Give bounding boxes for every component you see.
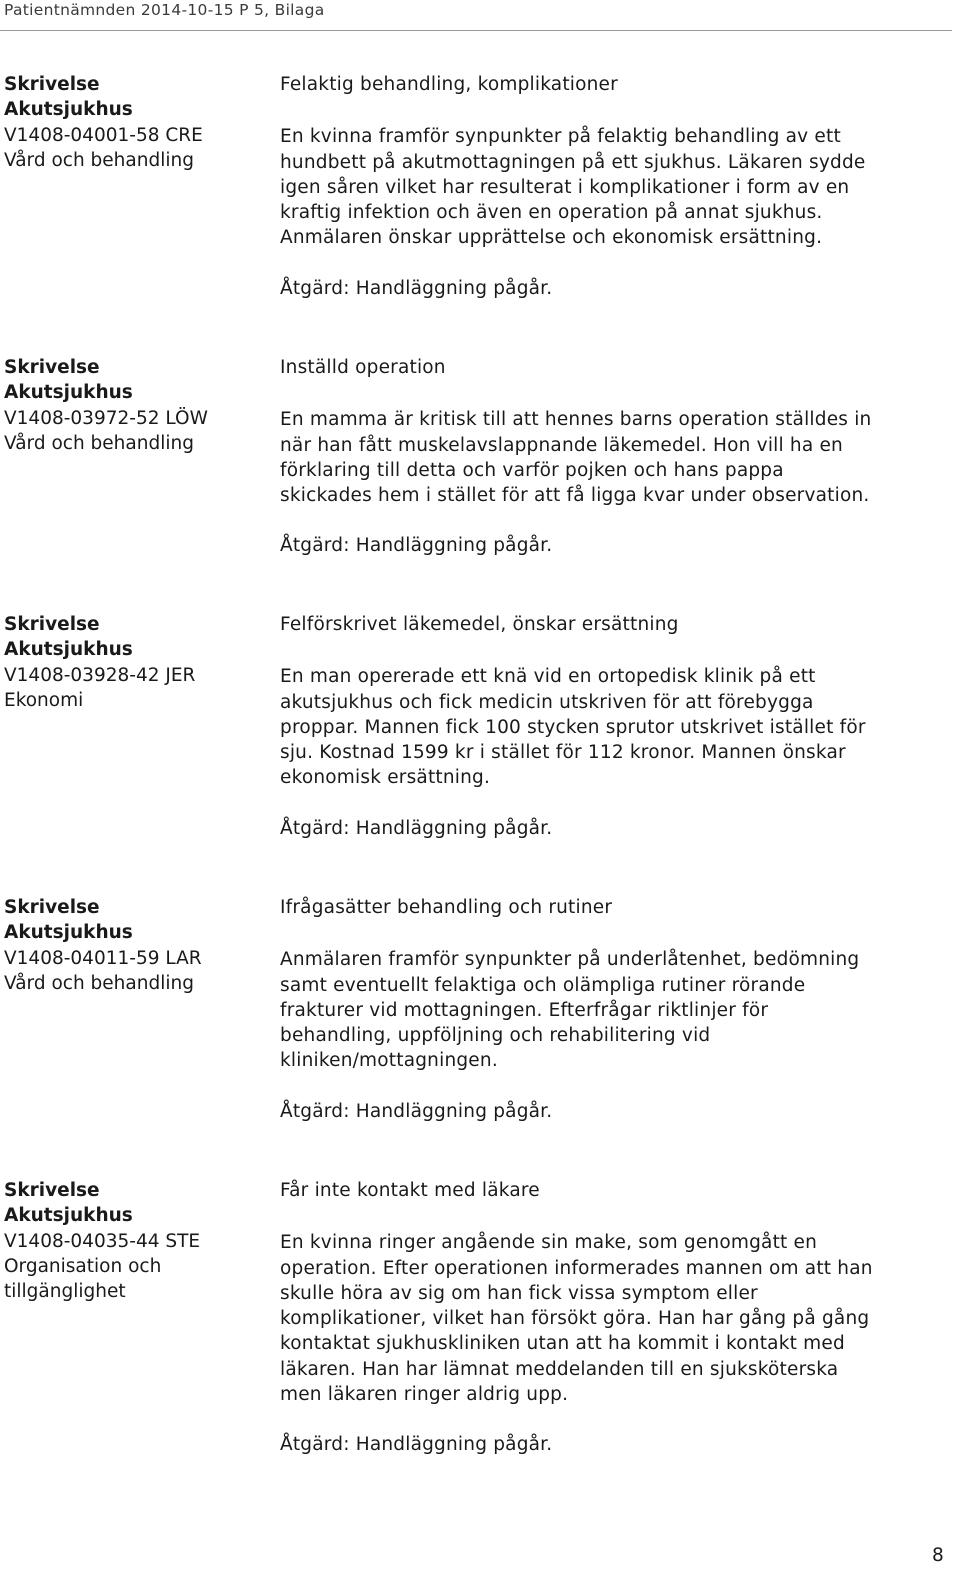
case-unit: Akutsjukhus [4, 1205, 133, 1227]
case-meta [4, 1178, 269, 1304]
case-description [280, 1230, 945, 1407]
case-description-line: kliniken/mottagningen. [280, 1050, 498, 1072]
case-id: V1408-03972-52 LÖW [4, 407, 208, 429]
case-description-line: operation. Efter operationen informerades mannen om att han [280, 1257, 873, 1279]
case-unit: Akutsjukhus [4, 99, 133, 121]
case-category: Organisation och [4, 1255, 162, 1277]
case-description-line: kraftig infektion och även en operation på annat sjukhus. [280, 202, 823, 224]
case-category: Vård och behandling [4, 149, 194, 171]
case-description [280, 124, 945, 250]
case-type: Skrivelse [4, 357, 100, 378]
case-description-line: kontaktat sjukhuskliniken utan att ha kommit i kontakt med [280, 1333, 845, 1355]
case-category: Vård och behandling [4, 432, 194, 454]
case-description-line: Anmälaren önskar upprättelse och ekonomisk ersättning. [280, 227, 823, 249]
case-description-line: sju. Kostnad 1599 kr i stället för 112 kronor. Mannen önskar [280, 742, 846, 764]
case-id: V1408-04035-44 STE [4, 1230, 201, 1252]
case-unit: Akutsjukhus [4, 639, 133, 661]
case-id: V1408-04011-59 LAR [4, 947, 202, 969]
case-content [280, 72, 945, 301]
case-title: Felaktig behandling, komplikationer [280, 74, 618, 95]
case-description-line: komplikationer, vilket han försökt göra. Han har gång på gång [280, 1308, 870, 1330]
page-number: 8 [932, 1545, 944, 1566]
case-title: Får inte kontakt med läkare [280, 1180, 540, 1201]
case-unit: Akutsjukhus [4, 382, 133, 404]
case-description-line: läkaren. Han har lämnat meddelanden till en sjuksköterska [280, 1358, 839, 1380]
case-type: Skrivelse [4, 897, 100, 918]
case-description-line: En man opererade ett knä vid en ortopedisk klinik på ett [280, 666, 816, 688]
case-description [280, 947, 945, 1073]
case-action: Åtgärd: Handläggning pågår. [280, 277, 553, 299]
case-title: Felförskrivet läkemedel, önskar ersättning [280, 614, 679, 635]
case-description-line: samt eventuellt felaktiga och olämpliga rutiner rörande [280, 974, 806, 996]
case-description [280, 664, 945, 790]
case-description-line: Anmälaren framför synpunkter på underlåtenhet, bedömning [280, 949, 860, 971]
case-description-line: skulle höra av sig om han fick vissa symptom eller [280, 1282, 758, 1304]
case-description-line: En kvinna ringer angående sin make, som genomgått en [280, 1232, 818, 1254]
case-description-line: men läkaren ringer aldrig upp. [280, 1384, 569, 1406]
case-action: Åtgärd: Handläggning pågår. [280, 1434, 553, 1456]
case-unit: Akutsjukhus [4, 922, 133, 944]
case-meta [4, 895, 269, 996]
case-description-line: behandling, uppföljning och rehabilitering vid [280, 1025, 711, 1047]
case-meta [4, 612, 269, 713]
case-type: Skrivelse [4, 74, 100, 95]
page-header [0, 0, 952, 31]
case-description-line: hundbett på akutmottagningen på ett sjukhus. Läkaren sydde [280, 151, 866, 173]
case-content [280, 355, 945, 559]
case-description-line: proppar. Mannen fick 100 stycken sprutor utskrivet istället för [280, 716, 866, 738]
case-description-line: skickades hem i stället för att få ligga kvar under observation. [280, 485, 870, 507]
case-title: Ifrågasätter behandling och rutiner [280, 897, 613, 918]
case-meta [4, 355, 269, 456]
case-description-line: ekonomisk ersättning. [280, 767, 491, 789]
case-content [280, 1178, 945, 1458]
case-category: Vård och behandling [4, 972, 194, 994]
case-meta [4, 72, 269, 173]
case-description-line: igen såren vilket har resulterat i komplikationer i form av en [280, 176, 850, 198]
case-type: Skrivelse [4, 1180, 100, 1201]
case-id: V1408-03928-42 JER [4, 664, 196, 686]
case-description [280, 407, 945, 508]
case-description-line: förklaring till detta och varför pojken och hans pappa [280, 459, 784, 481]
case-description-line: En mamma är kritisk till att hennes barns operation ställdes in [280, 409, 872, 431]
case-action: Åtgärd: Handläggning pågår. [280, 535, 553, 557]
case-category: tillgänglighet [4, 1281, 126, 1303]
case-action: Åtgärd: Handläggning pågår. [280, 817, 553, 839]
case-description-line: när han fått muskelavslappnande läkemedel. Hon vill ha en [280, 434, 843, 456]
case-content [280, 612, 945, 841]
case-type: Skrivelse [4, 614, 100, 635]
case-action: Åtgärd: Handläggning pågår. [280, 1100, 553, 1122]
case-description-line: frakturer vid mottagningen. Efterfrågar riktlinjer för [280, 999, 769, 1021]
case-id: V1408-04001-58 CRE [4, 124, 203, 146]
case-content [280, 895, 945, 1124]
case-description-line: akutsjukhus och fick medicin utskriven för att förebygga [280, 691, 814, 713]
header-title: Patientnämnden 2014-10-15 P 5, Bilaga [4, 1, 325, 19]
case-description-line: En kvinna framför synpunkter på felaktig behandling av ett [280, 126, 841, 148]
case-category: Ekonomi [4, 689, 84, 711]
case-title: Inställd operation [280, 357, 446, 378]
